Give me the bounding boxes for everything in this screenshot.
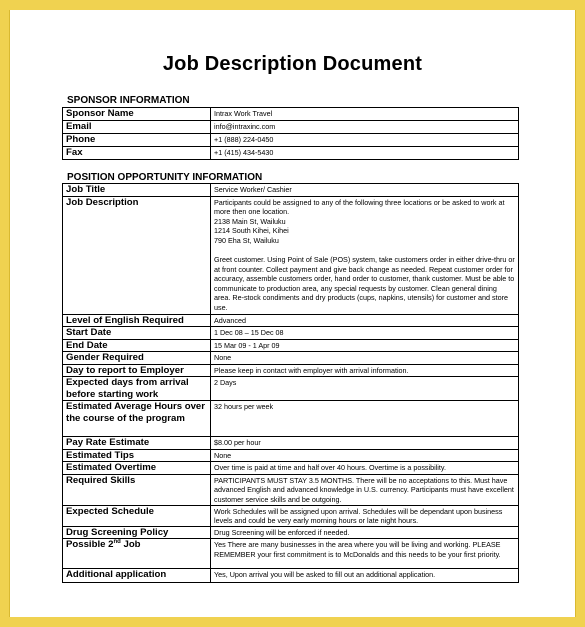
phone-label: Phone: [63, 134, 211, 147]
table-row: [63, 364, 519, 377]
sponsor-name-label: Sponsor Name: [63, 108, 211, 121]
additional-application-label: Additional application: [63, 569, 211, 583]
job-title-label: Job Title: [63, 184, 211, 197]
sponsor-section-heading: SPONSOR INFORMATION: [67, 95, 190, 106]
table-row: [63, 526, 519, 539]
document-title: Job Description Document: [162, 53, 423, 75]
table-row: [63, 196, 519, 314]
table-row: [63, 108, 519, 121]
start-date-label: Start Date: [63, 327, 211, 340]
phone-value: +1 (888) 224-0450: [211, 134, 519, 147]
fax-label: Fax: [63, 147, 211, 160]
end-date-value: 15 Mar 09 - 1 Apr 09: [211, 339, 519, 352]
table-row: [63, 352, 519, 365]
english-level-value: Advanced: [211, 314, 519, 327]
english-level-label: Level of English Required: [63, 314, 211, 327]
average-hours-value: 32 hours per week: [211, 401, 519, 437]
sponsor-table: [62, 107, 519, 160]
days-before-work-label: Expected days from arrival before starting work: [63, 377, 211, 401]
start-date-value: 1 Dec 08 – 15 Dec 08: [211, 327, 519, 340]
second-job-label-sup: nd: [113, 539, 121, 545]
table-row: [63, 377, 519, 401]
tips-label: Estimated Tips: [63, 449, 211, 462]
drug-screening-label: Drug Screening Policy: [63, 526, 211, 539]
position-table: [62, 183, 519, 583]
fax-value: +1 (415) 434-5430: [211, 147, 519, 160]
table-row: [63, 339, 519, 352]
job-description-label: Job Description: [63, 196, 211, 314]
table-row: [63, 184, 519, 197]
table-row: [63, 327, 519, 340]
pay-rate-value: $8.00 per hour: [211, 437, 519, 450]
job-description-value: Participants could be assigned to any of the following three locations or be asked to work at more then one location. 2138 Main St, Wailuku 1214 South Kihei, Kihei 790 Eha St, Wailuku Greet customer. Using Point of Sale (POS) system, take customers order in either drive-thru or at front counter. Collect payment and give back change as needed. Repeat customer order for accuracy, assemble customers order, hand order to customer, thank customer. Must be able to communicate to production area, any special requests by customer. Clean general dining area. Re-stock condiments and dry products (cups, napkins, utensils) for customer and store use.: [211, 196, 519, 314]
table-row: [63, 401, 519, 437]
job-title-value: Service Worker/ Cashier: [211, 184, 519, 197]
table-row: [63, 134, 519, 147]
overtime-value: Over time is paid at time and half over 40 hours. Overtime is a possibility.: [211, 462, 519, 475]
pay-rate-label: Pay Rate Estimate: [63, 437, 211, 450]
report-day-value: Please keep in contact with employer with arrival information.: [211, 364, 519, 377]
average-hours-label: Estimated Average Hours over the course of the program: [63, 401, 211, 437]
table-row: [63, 569, 519, 583]
second-job-label-tail: Job: [120, 539, 141, 551]
required-skills-value: PARTICIPANTS MUST STAY 3.5 MONTHS. There will be no acceptations to this. Must have advanced English and advanced knowledge in U.S. currency. Participants must have excellent customer service skills and be outgoing.: [211, 474, 519, 505]
table-row: [63, 462, 519, 475]
email-value: info@intraxinc.com: [211, 121, 519, 134]
gender-value: None: [211, 352, 519, 365]
table-row: [63, 539, 519, 569]
additional-application-value: Yes, Upon arrival you will be asked to fill out an additional application.: [211, 569, 519, 583]
schedule-value: Work Schedules will be assigned upon arrival. Schedules will be dependant upon business levels and could be very early morning hours or late night hours.: [211, 505, 519, 526]
second-job-label: [63, 539, 211, 569]
table-row: [63, 121, 519, 134]
schedule-label: Expected Schedule: [63, 505, 211, 526]
tips-value: None: [211, 449, 519, 462]
table-row: [63, 437, 519, 450]
email-label: Email: [63, 121, 211, 134]
gender-label: Gender Required: [63, 352, 211, 365]
report-day-label: Day to report to Employer: [63, 364, 211, 377]
table-row: [63, 314, 519, 327]
table-row: [63, 449, 519, 462]
drug-screening-value: Drug Screening will be enforced if needed.: [211, 526, 519, 539]
end-date-label: End Date: [63, 339, 211, 352]
table-row: [63, 147, 519, 160]
days-before-work-value: 2 Days: [211, 377, 519, 401]
overtime-label: Estimated Overtime: [63, 462, 211, 475]
required-skills-label: Required Skills: [63, 474, 211, 505]
table-row: [63, 474, 519, 505]
table-row: [63, 505, 519, 526]
second-job-value: Yes There are many businesses in the area where you will be living and working. PLEASE REMEMBER your first commitment is to McDonalds and this needs to be your first priority.: [211, 539, 519, 569]
second-job-label-main: Possible 2: [66, 539, 114, 551]
sponsor-name-value: Intrax Work Travel: [211, 108, 519, 121]
position-section-heading: POSITION OPPORTUNITY INFORMATION: [67, 172, 263, 183]
